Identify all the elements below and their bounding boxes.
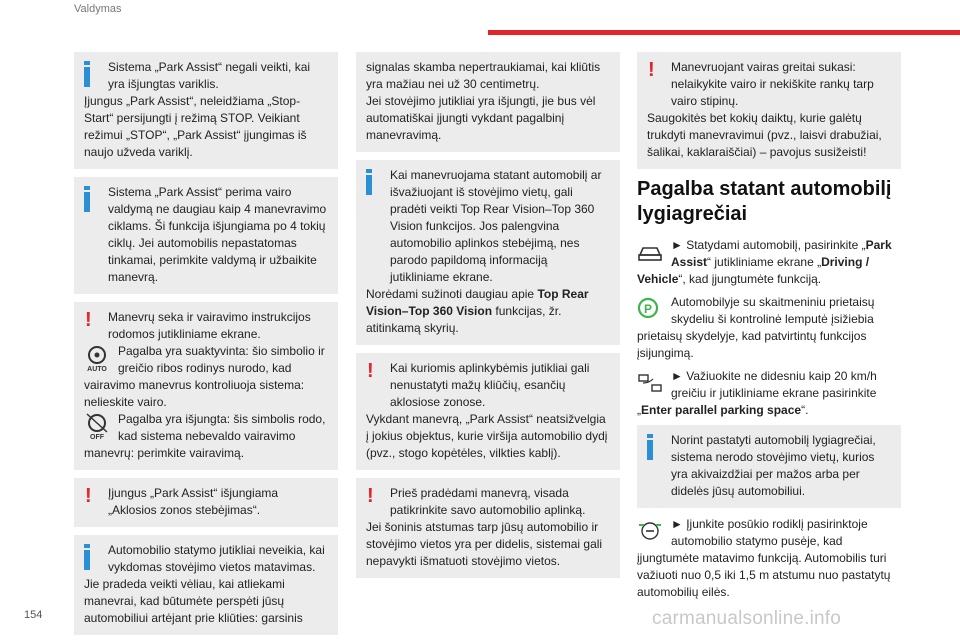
step1-bold-b: Driving / Vehicle (637, 255, 870, 286)
park-assist-indicator-icon (635, 295, 665, 323)
auto-text: Pagalba yra suaktyvinta: šio simbolio ir greičio ribos rodinys nurodo, kad vairavimo manevrus kontroliuoja sistema: nelieskite vairo. (84, 344, 325, 409)
warning-title: Manevruojant vairas greitai sukasi: nelaikykite vairo ir nekiškite rankų tarp vairo stipinų. (671, 60, 874, 108)
warning-box (356, 478, 620, 578)
step1-d: “, kad įjungtumėte funkciją. (678, 272, 822, 286)
page-number: 154 (24, 609, 43, 621)
tip-box (74, 52, 338, 169)
off-paragraph (84, 411, 328, 462)
info-icon (366, 169, 372, 199)
warning-body: Vykdant manevrą, „Park Assist“ neatsižvelgia į jokius objektus, kurie viršija automobilio dydį (pvz., stogo kopėtėles, vilkties kablį). (366, 412, 608, 460)
tip-body (366, 286, 610, 337)
info-icon (647, 434, 653, 464)
info-icon (84, 186, 90, 216)
warning-title: Įjungus „Park Assist“ išjungiama „Aklosios zonos stebėjimas“. (108, 486, 279, 517)
info-icon (84, 61, 90, 91)
step2-a: ► Važiuokite ne didesniu kaip 20 km/h greičiu ir jutikliniame ekrane pasirinkite „ (637, 369, 877, 417)
indicator-text: Automobilyje su skaitmeniniu prietaisų skydeliu ši kontrolinė lemputė įsižiebia prietaisų skydelyje, kad patvirtintų funkcijos įsijungimą. (637, 295, 875, 360)
turn-signal-icon (635, 517, 665, 545)
info-icon (84, 544, 90, 574)
warning-box (74, 478, 338, 527)
step3-text: ► Įjunkite posūkio rodiklį pasirinktoje automobilio statymo pusėje, kad įjungtumėte matavimo funkciją. Automobilis turi važiuoti nuo 0,5 iki 1,5 m atstumu nuo pastatytų automobilių eilės. (637, 517, 891, 599)
tip-box (74, 177, 338, 294)
warning-title: Manevrų seka ir vairavimo instrukcijos rodomos jutikliniame ekrane. (108, 310, 311, 341)
tip-box-continued (356, 52, 620, 152)
tip-body: signalas skamba nepertraukiamai, kai kliūtis yra mažiau nei už 30 centimetrų. Jei stovėjimo jutikliai yra išjungti, jie bus vėl automatiškai įjungti vykdant pagalbinį manevravimą. (366, 60, 601, 142)
step-paragraph (637, 237, 901, 288)
step2-c: “. (801, 403, 809, 417)
warning-box (74, 302, 338, 470)
column-3 (637, 52, 901, 607)
column-1 (74, 52, 338, 643)
warning-body: Jei šoninis atstumas tarp jūsų automobilio ir stovėjimo vietos yra per didelis, sistemai gali nepavykti išmatuoti stovėjimo vietos. (366, 520, 603, 568)
column-2 (356, 52, 620, 586)
tip-box (637, 425, 901, 508)
step1-c: “ jutikliniame ekrane „ (707, 255, 822, 269)
tip-title: Sistema „Park Assist“ perima vairo valdymą ne daugiau kaip 4 manevravimo ciklams. Ši funkcija išjungiama po 4 tokių ciklų. Jei automobilis nepastatomas tinkamai, perimkite valdymą ir užbaikite manevrą. (108, 185, 327, 284)
tip-title: Kai manevruojama statant automobilį ar išvažiuojant iš stovėjimo vietų, gali pradėti veikti Top Rear Vision–Top 360 Vision funkcijos. Jos palengvina automobilio aplinkos stebėjimą, nes parodo papildomą informaciją jutikliniame ekrane. (390, 168, 602, 284)
warning-icon: ! (85, 309, 92, 331)
step1-a: ► Statydami automobilį, pasirinkite „ (671, 238, 866, 252)
step-paragraph (637, 368, 901, 419)
tip-body-end: funkcijas, žr. atitinkamą skyrių. (366, 304, 562, 335)
warning-icon: ! (648, 59, 655, 81)
tip-title: Norint pastatyti automobilį lygiagrečiai, sistema nerodo stovėjimo vietų, kurios yra akivaizdžiai per mažos arba per didelės jūsų automobiliui. (671, 433, 876, 498)
park-assist-off-icon (82, 412, 112, 440)
chapter-title: Valdymas (74, 3, 122, 15)
warning-title: Prieš pradėdami manevrą, visada patikrinkite savo automobilio aplinką. (390, 486, 586, 517)
tip-title: Automobilio statymo jutikliai neveikia, kai vykdomas stovėjimo vietos matavimas. (108, 543, 325, 574)
warning-box (356, 353, 620, 470)
park-assist-auto-icon (82, 344, 112, 372)
tip-body: Įjungus „Park Assist“, neleidžiama „Stop-Start“ persijungti į režimą STOP. Veikiant režimui „STOP“, „Park Assist“ įjungimas iš naujo užveda variklį. (84, 94, 307, 159)
tip-box (74, 535, 338, 635)
step-paragraph (637, 516, 901, 601)
step2-bold: Enter parallel parking space (641, 403, 802, 417)
watermark: carmanualsonline.info (652, 608, 842, 629)
off-icon-label: OFF (90, 434, 104, 440)
warning-box (637, 52, 901, 169)
tip-body-bold: Top Rear Vision–Top 360 Vision (366, 287, 589, 318)
section-title: Pagalba statant automobilį lygiagrečiai (637, 178, 892, 225)
off-text: Pagalba yra išjungta: šis simbolis rodo, kad sistema nebevaldo vairavimo manevrų: perimkite vairavimą. (84, 412, 326, 460)
svg-text:P: P (643, 302, 653, 316)
tip-box (356, 160, 620, 345)
tip-body-start: Norėdami sužinoti daugiau apie (366, 287, 538, 301)
indicator-paragraph (637, 294, 901, 362)
warning-icon: ! (85, 485, 92, 507)
warning-icon: ! (367, 485, 374, 507)
warning-body: Saugokitės bet kokių daiktų, kurie galėtų trukdyti manevravimui (pvz., laisvi drabužiai, šalikai, kaklaraiščiai) – pavojus susižeisti! (647, 111, 882, 159)
warning-title: Kai kuriomis aplinkybėmis jutikliai gali nenustatyti mažų kliūčių, esančių aklosiose zonose. (390, 361, 590, 409)
tip-body: Jie pradeda veikti vėliau, kai atliekami manevrai, kad būtumėte perspėti jūsų automobiliui artėjant prie kliūties: garsinis (84, 577, 303, 625)
header-accent-bar (488, 30, 960, 35)
auto-paragraph (84, 343, 328, 411)
step1-bold-a: Park Assist (671, 238, 892, 269)
warning-icon: ! (367, 360, 374, 382)
parallel-parking-icon (635, 369, 665, 397)
car-vehicle-icon (635, 238, 665, 266)
tip-title: Sistema „Park Assist“ negali veikti, kai yra išjungtas variklis. (108, 60, 311, 91)
auto-icon-label: AUTO (87, 366, 107, 372)
